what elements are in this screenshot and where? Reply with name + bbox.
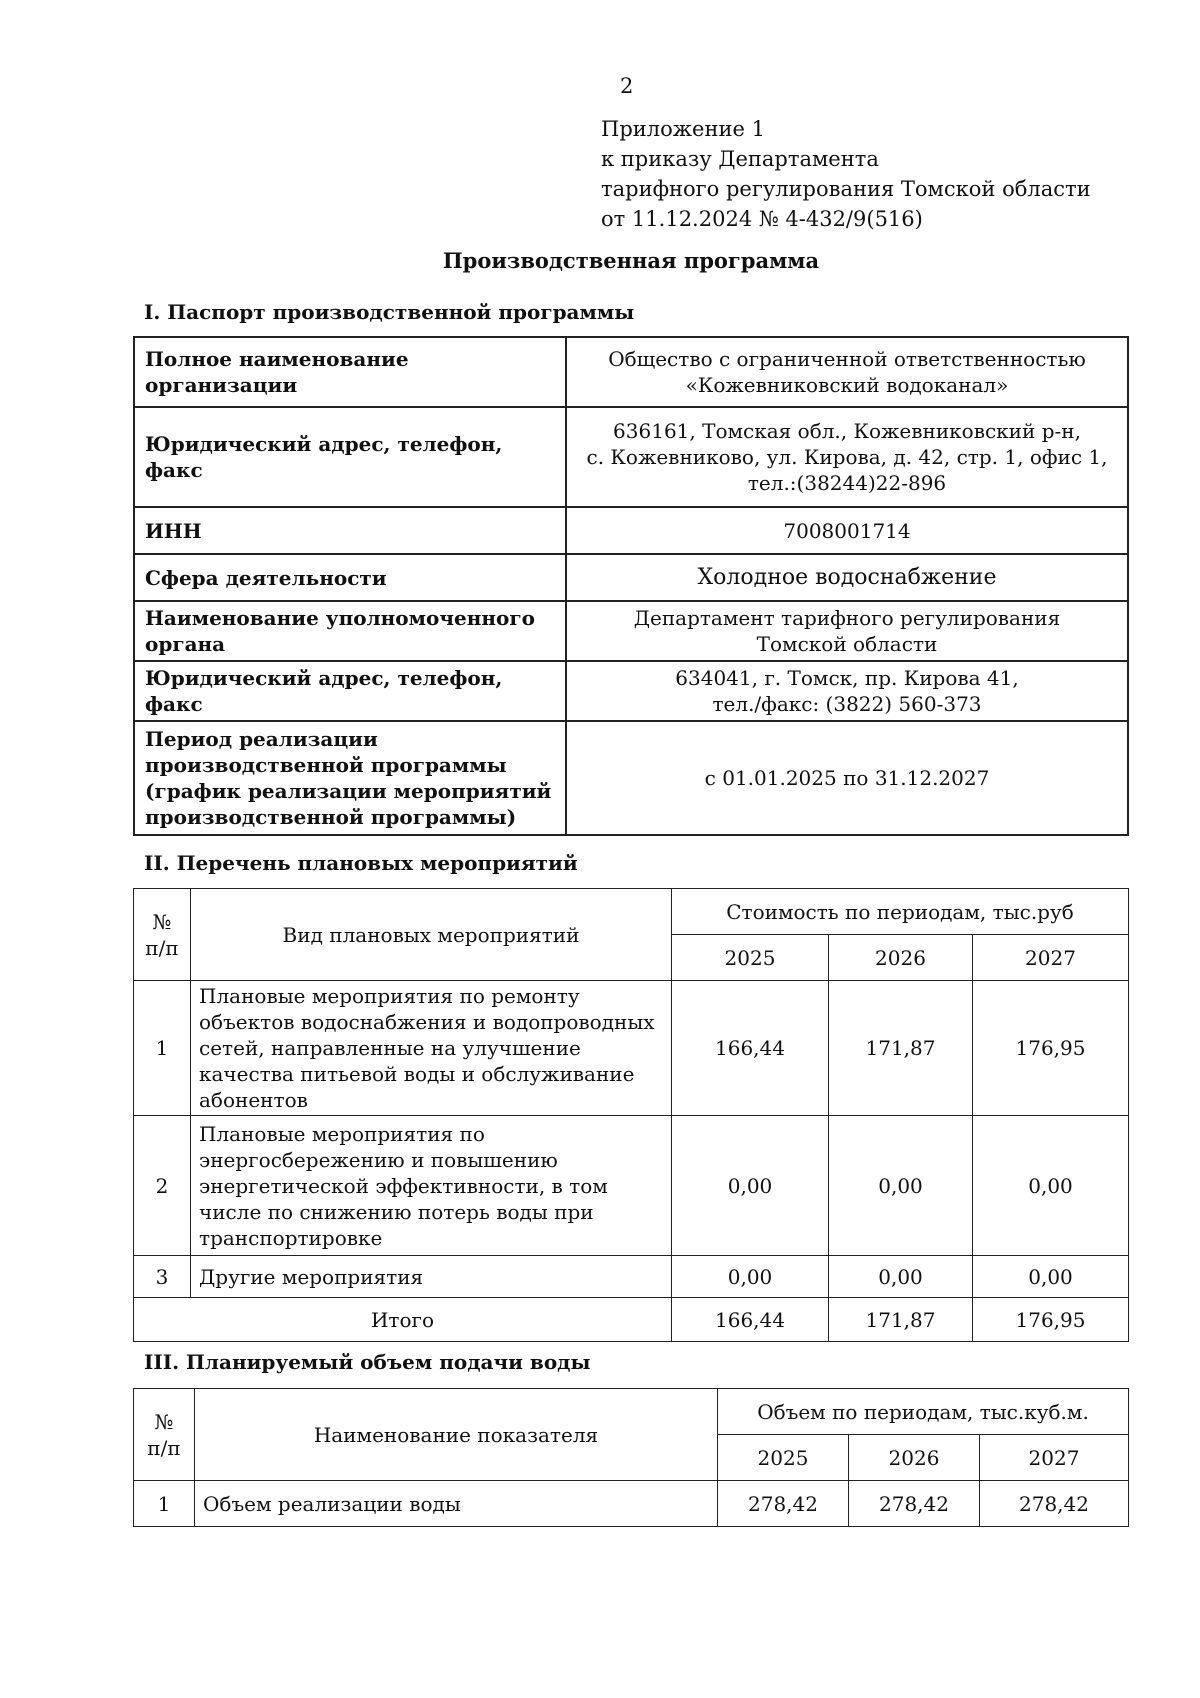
measures-heading: II. Перечень плановых мероприятий (144, 851, 578, 875)
table-row (134, 1116, 1129, 1256)
table-row (134, 981, 1129, 1116)
cost-value: 0,00 (829, 1256, 973, 1298)
passport-row (134, 337, 1128, 407)
passport-row (134, 601, 1128, 661)
passport-value: Департамент тарифного регулирования Томской области (566, 601, 1128, 661)
volume-year: 2025 (718, 1435, 849, 1481)
cost-value: 166,44 (672, 981, 829, 1116)
total-label: Итого (134, 1298, 672, 1342)
total-value: 171,87 (829, 1298, 973, 1342)
cost-value: 171,87 (829, 981, 973, 1116)
measures-year: 2027 (973, 935, 1129, 981)
appendix-line: к приказу Департамента (601, 147, 879, 171)
passport-label: ИНН (134, 507, 566, 554)
volume-year: 2026 (849, 1435, 980, 1481)
cost-value: 176,95 (973, 981, 1129, 1116)
passport-row (134, 661, 1128, 721)
table-row (134, 1256, 1129, 1298)
volume-heading: III. Планируемый объем подачи воды (144, 1350, 591, 1374)
volume-col-volume: Объем по периодам, тыс.куб.м. (718, 1389, 1129, 1435)
volume-year: 2027 (980, 1435, 1129, 1481)
measures-header-row (134, 889, 1129, 935)
volume-header-row (134, 1389, 1129, 1435)
passport-row (134, 407, 1128, 507)
passport-row (134, 721, 1128, 835)
passport-label: Период реализации производственной программы (график реализации мероприятий производственной программы) (134, 721, 566, 835)
passport-value: Холодное водоснабжение (566, 554, 1128, 601)
cost-value: 0,00 (672, 1256, 829, 1298)
measures-year: 2025 (672, 935, 829, 981)
passport-label: Юридический адрес, телефон, факс (134, 661, 566, 721)
passport-value: с 01.01.2025 по 31.12.2027 (566, 721, 1128, 835)
cost-value: 0,00 (973, 1116, 1129, 1256)
measures-year: 2026 (829, 935, 973, 981)
document-title: Производственная программа (442, 248, 820, 273)
volume-value: 278,42 (718, 1481, 849, 1527)
table-row (134, 1481, 1129, 1527)
volume-value: 278,42 (849, 1481, 980, 1527)
passport-value: Общество с ограниченной ответственностью «Кожевниковский водоканал» (566, 337, 1128, 407)
volume-col-num: № п/п (134, 1389, 195, 1481)
total-row (134, 1298, 1129, 1342)
volume-table (133, 1388, 1129, 1527)
total-value: 166,44 (672, 1298, 829, 1342)
row-number: 1 (134, 1481, 195, 1527)
appendix-line: тарифного регулирования Томской области (601, 177, 1091, 201)
appendix-block (601, 114, 1091, 234)
page-number: 2 (620, 74, 634, 98)
measure-name: Другие мероприятия (191, 1256, 672, 1298)
passport-table (133, 336, 1129, 836)
passport-value: 7008001714 (566, 507, 1128, 554)
passport-value: 634041, г. Томск, пр. Кирова 41, тел./факс: (3822) 560-373 (566, 661, 1128, 721)
cost-value: 0,00 (973, 1256, 1129, 1298)
passport-heading: I. Паспорт производственной программы (144, 300, 635, 324)
volume-col-name: Наименование показателя (195, 1389, 718, 1481)
measures-col-cost: Стоимость по периодам, тыс.руб (672, 889, 1129, 935)
passport-value: 636161, Томская обл., Кожевниковский р-н, с. Кожевниково, ул. Кирова, д. 42, стр. 1, офис 1, тел.:(38244)22-896 (566, 407, 1128, 507)
appendix-line: от 11.12.2024 № 4-432/9(516) (601, 207, 923, 231)
passport-label: Юридический адрес, телефон, факс (134, 407, 566, 507)
appendix-line: Приложение 1 (601, 117, 765, 141)
indicator-name: Объем реализации воды (195, 1481, 718, 1527)
passport-label: Наименование уполномоченного органа (134, 601, 566, 661)
total-value: 176,95 (973, 1298, 1129, 1342)
passport-row (134, 507, 1128, 554)
measures-table (133, 888, 1129, 1342)
row-number: 2 (134, 1116, 191, 1256)
measure-name: Плановые мероприятия по ремонту объектов водоснабжения и водопроводных сетей, направленные на улучшение качества питьевой воды и обслуживание абонентов (191, 981, 672, 1116)
passport-row (134, 554, 1128, 601)
passport-label: Сфера деятельности (134, 554, 566, 601)
volume-value: 278,42 (980, 1481, 1129, 1527)
passport-label: Полное наименование организации (134, 337, 566, 407)
cost-value: 0,00 (829, 1116, 973, 1256)
measures-col-num: № п/п (134, 889, 191, 981)
measures-col-name: Вид плановых мероприятий (191, 889, 672, 981)
cost-value: 0,00 (672, 1116, 829, 1256)
measure-name: Плановые мероприятия по энергосбережению и повышению энергетической эффективности, в том числе по снижению потерь воды при транспортировке (191, 1116, 672, 1256)
row-number: 3 (134, 1256, 191, 1298)
row-number: 1 (134, 981, 191, 1116)
